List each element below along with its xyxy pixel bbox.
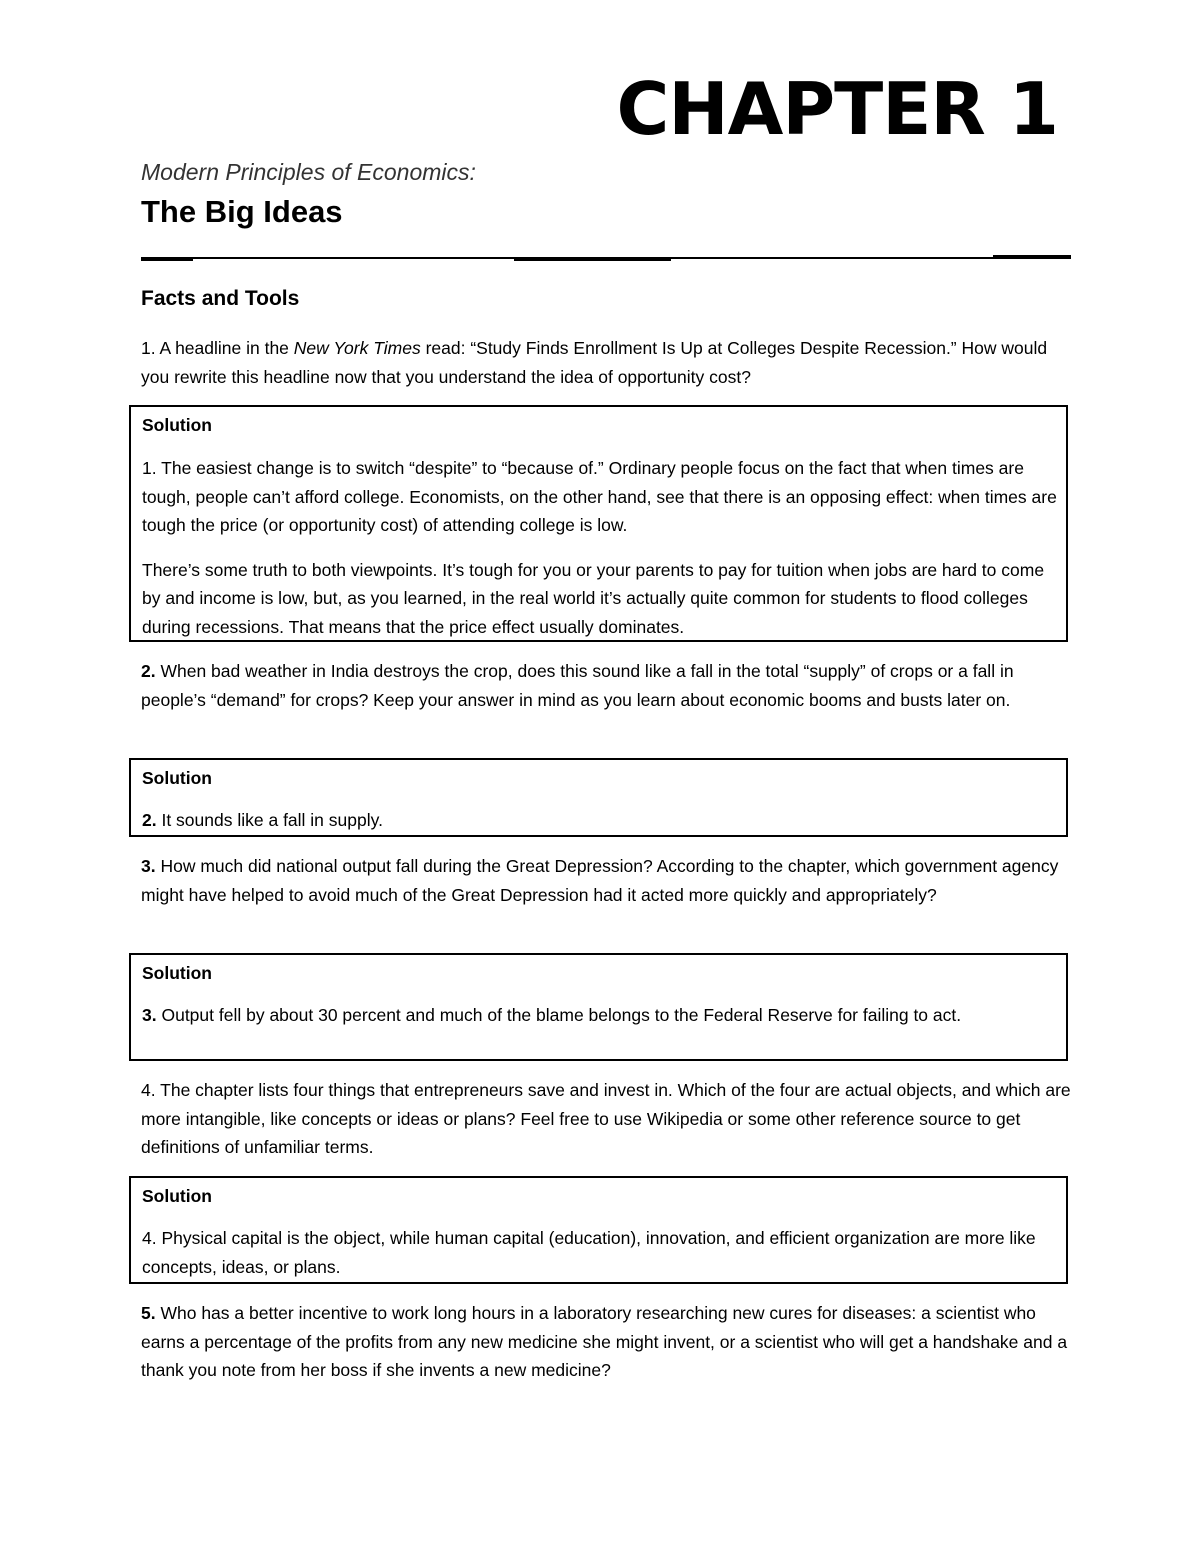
publication-name: New York Times <box>293 338 421 358</box>
solution-box-2 <box>129 758 1068 837</box>
solution-paragraph: There’s some truth to both viewpoints. It’s tough for you or your parents to pay for tuition when jobs are hard to come by and income is low, but, as you learned, in the real world it’s actually quite common for students to flood colleges during recessions. That means that the price effect usually dominates. <box>142 559 1045 637</box>
question-number: 1. <box>141 338 156 358</box>
answer-number: 4. <box>142 1228 157 1248</box>
solution-box-1 <box>129 405 1068 642</box>
solution-body <box>142 1224 1057 1281</box>
answer-text: Physical capital is the object, while human capital (education), innovation, and efficient organization are more like concepts, ideas, or plans. <box>142 1228 1036 1277</box>
solution-label: Solution <box>142 1186 212 1206</box>
book-title: Modern Principles of Economics: <box>141 159 476 185</box>
question-text: Who has a better incentive to work long hours in a laboratory researching new cures for diseases: a scientist who earns a percentage of the profits from any new medicine she might invent, or a scientist who will get a handshake and a thank you note from her boss if she invents a new medicine? <box>141 1303 1068 1380</box>
answer-text: It sounds like a fall in supply. <box>156 810 383 830</box>
question-4 <box>141 1076 1071 1162</box>
solution-body <box>142 806 1057 835</box>
solution-box-3 <box>129 953 1068 1061</box>
question-1 <box>141 334 1071 391</box>
chapter-title: The Big Ideas <box>141 194 343 229</box>
question-3 <box>141 852 1071 909</box>
solution-label: Solution <box>142 963 212 983</box>
solution-label: Solution <box>142 415 212 435</box>
section-heading: Facts and Tools <box>141 287 300 310</box>
question-text: When bad weather in India destroys the crop, does this sound like a fall in the total “supply” of crops or a fall in people’s “demand” for crops? Keep your answer in mind as you learn about economic booms and busts later on. <box>141 661 1014 710</box>
question-number: 4. <box>141 1080 156 1100</box>
question-text: The chapter lists four things that entrepreneurs save and invest in. Which of the four are actual objects, and which are more intangible, like concepts or ideas or plans? Feel free to use Wikipedia or some other reference source to get definitions of unfamiliar terms. <box>141 1080 1071 1157</box>
chapter-heading: CHAPTER 1 <box>616 67 1058 151</box>
question-text: A headline in the <box>155 338 294 358</box>
question-text: read: “Study Finds Enrollment Is Up at Colleges Despite Recession.” How would you rewrite this headline now that you understand the idea of opportunity cost? <box>141 338 1048 387</box>
answer-text: Output fell by about 30 percent and much of the blame belongs to the Federal Reserve for failing to act. <box>156 1005 962 1025</box>
question-2 <box>141 657 1071 714</box>
answer-number: 3. <box>142 1005 157 1025</box>
question-text: How much did national output fall during the Great Depression? According to the chapter, which government agency might have helped to avoid much of the Great Depression had it acted more quickly and appropriately? <box>141 856 1059 905</box>
solution-body <box>142 1001 1057 1030</box>
header-rule-accent-right <box>993 255 1071 257</box>
question-number: 3. <box>141 856 156 876</box>
solution-label: Solution <box>142 768 212 788</box>
solution-paragraph: 1. The easiest change is to switch “despite” to “because of.” Ordinary people focus on the fact that when times are tough, people can’t afford college. Economists, on the other hand, see that there is an opposing effect: when times are tough the price (or opportunity cost) of attending college is low. <box>142 458 1057 535</box>
question-5 <box>141 1299 1071 1385</box>
answer-number: 2. <box>142 810 157 830</box>
header-rule-accent-middle <box>514 259 671 261</box>
header-rule-accent-left <box>141 259 193 261</box>
solution-body <box>142 454 1057 657</box>
question-number: 5. <box>141 1303 156 1323</box>
question-number: 2. <box>141 661 156 681</box>
solution-box-4 <box>129 1176 1068 1284</box>
